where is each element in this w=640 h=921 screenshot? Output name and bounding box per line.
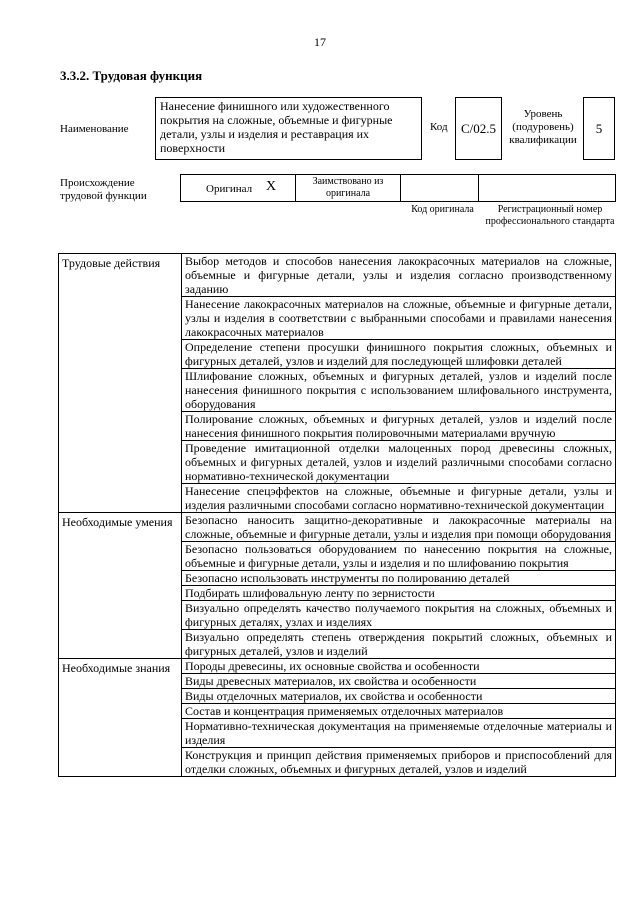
table-row xyxy=(59,254,616,297)
category-cell: Трудовые действия xyxy=(59,254,182,513)
origin-label: Происхождение трудовой функции xyxy=(60,177,147,202)
item-cell: Состав и концентрация применяемых отделочных материалов xyxy=(182,704,616,719)
item-cell: Визуально определять качество получаемого покрытия на сложных, объемных и фигурных деталях, узлах и изделиях xyxy=(182,601,616,630)
item-cell: Нанесение спецэффектов на сложные, объемные и фигурные детали, узлы и изделия различными способами согласно нормативно-технической документации xyxy=(182,484,616,513)
item-cell: Нанесение лакокрасочных материалов на сложные, объемные и фигурные детали, узлы и изделия в соответствии с выбранными способами и правилами нанесения лакокрасочных материалов xyxy=(182,297,616,340)
table-row xyxy=(59,513,616,542)
origin-reg-cell xyxy=(479,175,617,201)
origin-row xyxy=(180,174,616,202)
item-cell: Породы древесины, их основные свойства и особенности xyxy=(182,659,616,674)
section-title: 3.3.2. Трудовая функция xyxy=(60,68,203,83)
level-label: Уровень (подуровень) квалификации xyxy=(509,108,577,146)
name-label: Наименование xyxy=(60,123,129,135)
item-cell: Конструкция и принцип действия применяемых приборов и приспособлений для отделки сложных, объемных и фигурных деталей, узлов и изделий xyxy=(182,748,616,777)
origin-original-cell xyxy=(181,175,296,201)
origin-original-mark: X xyxy=(266,179,277,194)
item-cell: Безопасно наносить защитно-декоративные и лакокрасочные материалы на сложные, объемные и фигурные детали, узлы и изделия при помощи оборудования xyxy=(182,513,616,542)
code-label: Код xyxy=(430,121,448,133)
item-cell: Подбирать шлифовальную ленту по зернистости xyxy=(182,586,616,601)
code-value: C/02.5 xyxy=(455,97,502,160)
category-cell: Необходимые умения xyxy=(59,513,182,659)
function-table xyxy=(58,253,616,777)
item-cell: Полирование сложных, объемных и фигурных деталей, узлов и изделий после нанесения финишного покрытия полировочными материалами вручную xyxy=(182,412,616,441)
item-cell: Шлифование сложных, объемных и фигурных деталей, узлов и изделий после нанесения финишного покрытия с использованием шлифовального инструмента, оборудования xyxy=(182,369,616,412)
item-cell: Выбор методов и способов нанесения лакокрасочных материалов на сложные, объемные и фигурные детали, узлы и изделия согласно производственному заданию xyxy=(182,254,616,297)
item-cell: Нормативно-техническая документация на применяемые отделочные материалы и изделия xyxy=(182,719,616,748)
item-cell: Проведение имитационной отделки малоценных пород древесины сложных, объемных и фигурных деталей, узлов и изделий различными способами согласно нормативно-технической документации xyxy=(182,441,616,484)
name-value: Нанесение финишного или художественного покрытия на сложные, объемные и фигурные детали, узлы и изделия и реставрация их поверхности xyxy=(155,97,422,160)
origin-original-label: Оригинал xyxy=(206,183,253,195)
origin-code-cell xyxy=(401,175,479,201)
category-cell: Необходимые знания xyxy=(59,659,182,777)
level-value: 5 xyxy=(583,97,615,160)
item-cell: Безопасно использовать инструменты по полированию деталей xyxy=(182,571,616,586)
item-cell: Определение степени просушки финишного покрытия сложных, объемных и фигурных деталей, узлов и изделий для последующей шлифовки деталей xyxy=(182,340,616,369)
reg-number-label: Регистрационный номер профессионального стандарта xyxy=(485,204,615,227)
item-cell: Виды древесных материалов, их свойства и особенности xyxy=(182,674,616,689)
page-number: 17 xyxy=(314,35,326,49)
item-cell: Безопасно пользоваться оборудованием по нанесению покрытия на сложные, объемные и фигурные детали, узлы и изделия и по шлифованию покрытия xyxy=(182,542,616,571)
item-cell: Визуально определять степень отверждения покрытий сложных, объемных и фигурных деталей, узлов и изделий xyxy=(182,630,616,659)
original-code-label: Код оригинала xyxy=(411,204,474,215)
item-cell: Виды отделочных материалов, их свойства и особенности xyxy=(182,689,616,704)
origin-borrowed-label: Заимствовано из оригинала xyxy=(296,175,401,201)
table-row xyxy=(59,659,616,674)
